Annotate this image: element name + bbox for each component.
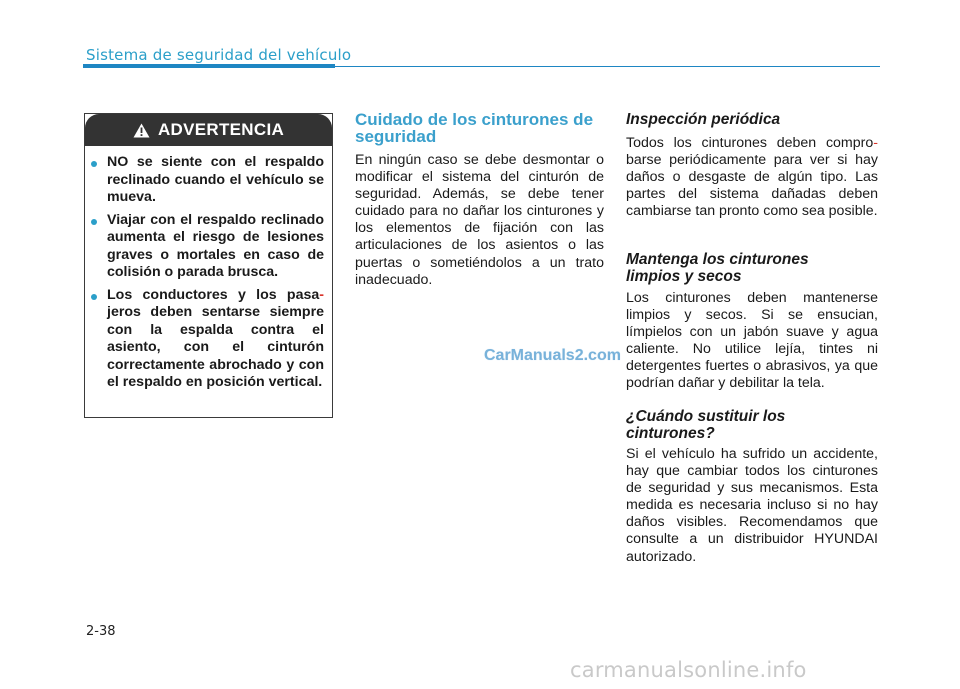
footer-watermark: carmanualsonline.info [570,658,807,682]
warning-item-text: NO se siente con el respaldo reclinado cuando el vehículo se mueva. [107,154,324,205]
bullet-icon [91,219,97,225]
clean-paragraph: Los cinturones deben mantenerse limpios y secos. Si se ensucian, límpielos con un jabón suave y agua caliente. No utilice lejía, tintes ni detergentes fuertes o abrasivos, ya que podrían dañar y debilitar la tela. [626,290,878,392]
warning-header [85,114,332,146]
warning-item [85,154,332,207]
hyphen-mark: - [319,286,324,303]
replace-paragraph: Si el vehículo ha sufrido un accidente, hay que cambiar todos los cinturones de seguridad y sus mecanismos. Esta medida es necesaria incluso si no hay daños visibles. Recomendamos que consulte a un distribuidor HYUNDAI autorizado. [626,446,878,565]
inspection-text-part1: Todos los cinturones deben compro [626,135,874,151]
warning-title: ADVERTENCIA [157,120,285,139]
column2-title: Cuidado de los cinturones de seguridad [355,110,594,146]
header-rule-thin [335,66,880,67]
inspection-text-part2: barse periódicamente para ver si hay daños o desgaste de algún tipo. Las partes del sistema dañadas deben cambiarse tan pronto como sea posible. [626,152,878,220]
warning-item-text-part2: jeros deben sentarse siempre con la espalda contra el asiento, con el cinturón correctamente abrochado y con el respaldo en posición vertical. [107,304,324,390]
warning-triangle-icon [133,123,150,138]
warning-box [84,113,333,418]
replace-heading: ¿Cuándo sustituir los cinturones? [626,408,786,442]
column2-paragraph: En ningún caso se debe desmontar o modificar el sistema del cinturón de seguridad. Además, se debe tener cuidado para no dañar los cinturones y los elementos de fijación con las articulaciones de los asientos o las puertas o sometiéndolos a un trato inadecuado. [355,152,604,288]
inspection-heading: Inspección periódica [626,111,781,128]
bullet-icon [91,161,97,167]
bullet-icon [91,294,97,300]
warning-item [85,212,332,282]
warning-item-text: Viajar con el respaldo reclinado aumenta el riesgo de lesiones graves o mortales en caso de colisión o parada brusca. [107,211,324,280]
warning-list [85,154,332,397]
watermark: CarManuals2.com [484,347,621,364]
warning-item-text-part1: Los conductores y los pasa [107,286,320,303]
header-rule-thick [83,64,335,68]
warning-item [85,287,332,392]
hyphen-mark: - [873,135,878,151]
inspection-paragraph [626,135,878,220]
section-title: Sistema de seguridad del vehículo [86,46,352,64]
page-number: 2-38 [86,624,116,639]
clean-heading: Mantenga los cinturones limpios y secos [626,251,809,285]
